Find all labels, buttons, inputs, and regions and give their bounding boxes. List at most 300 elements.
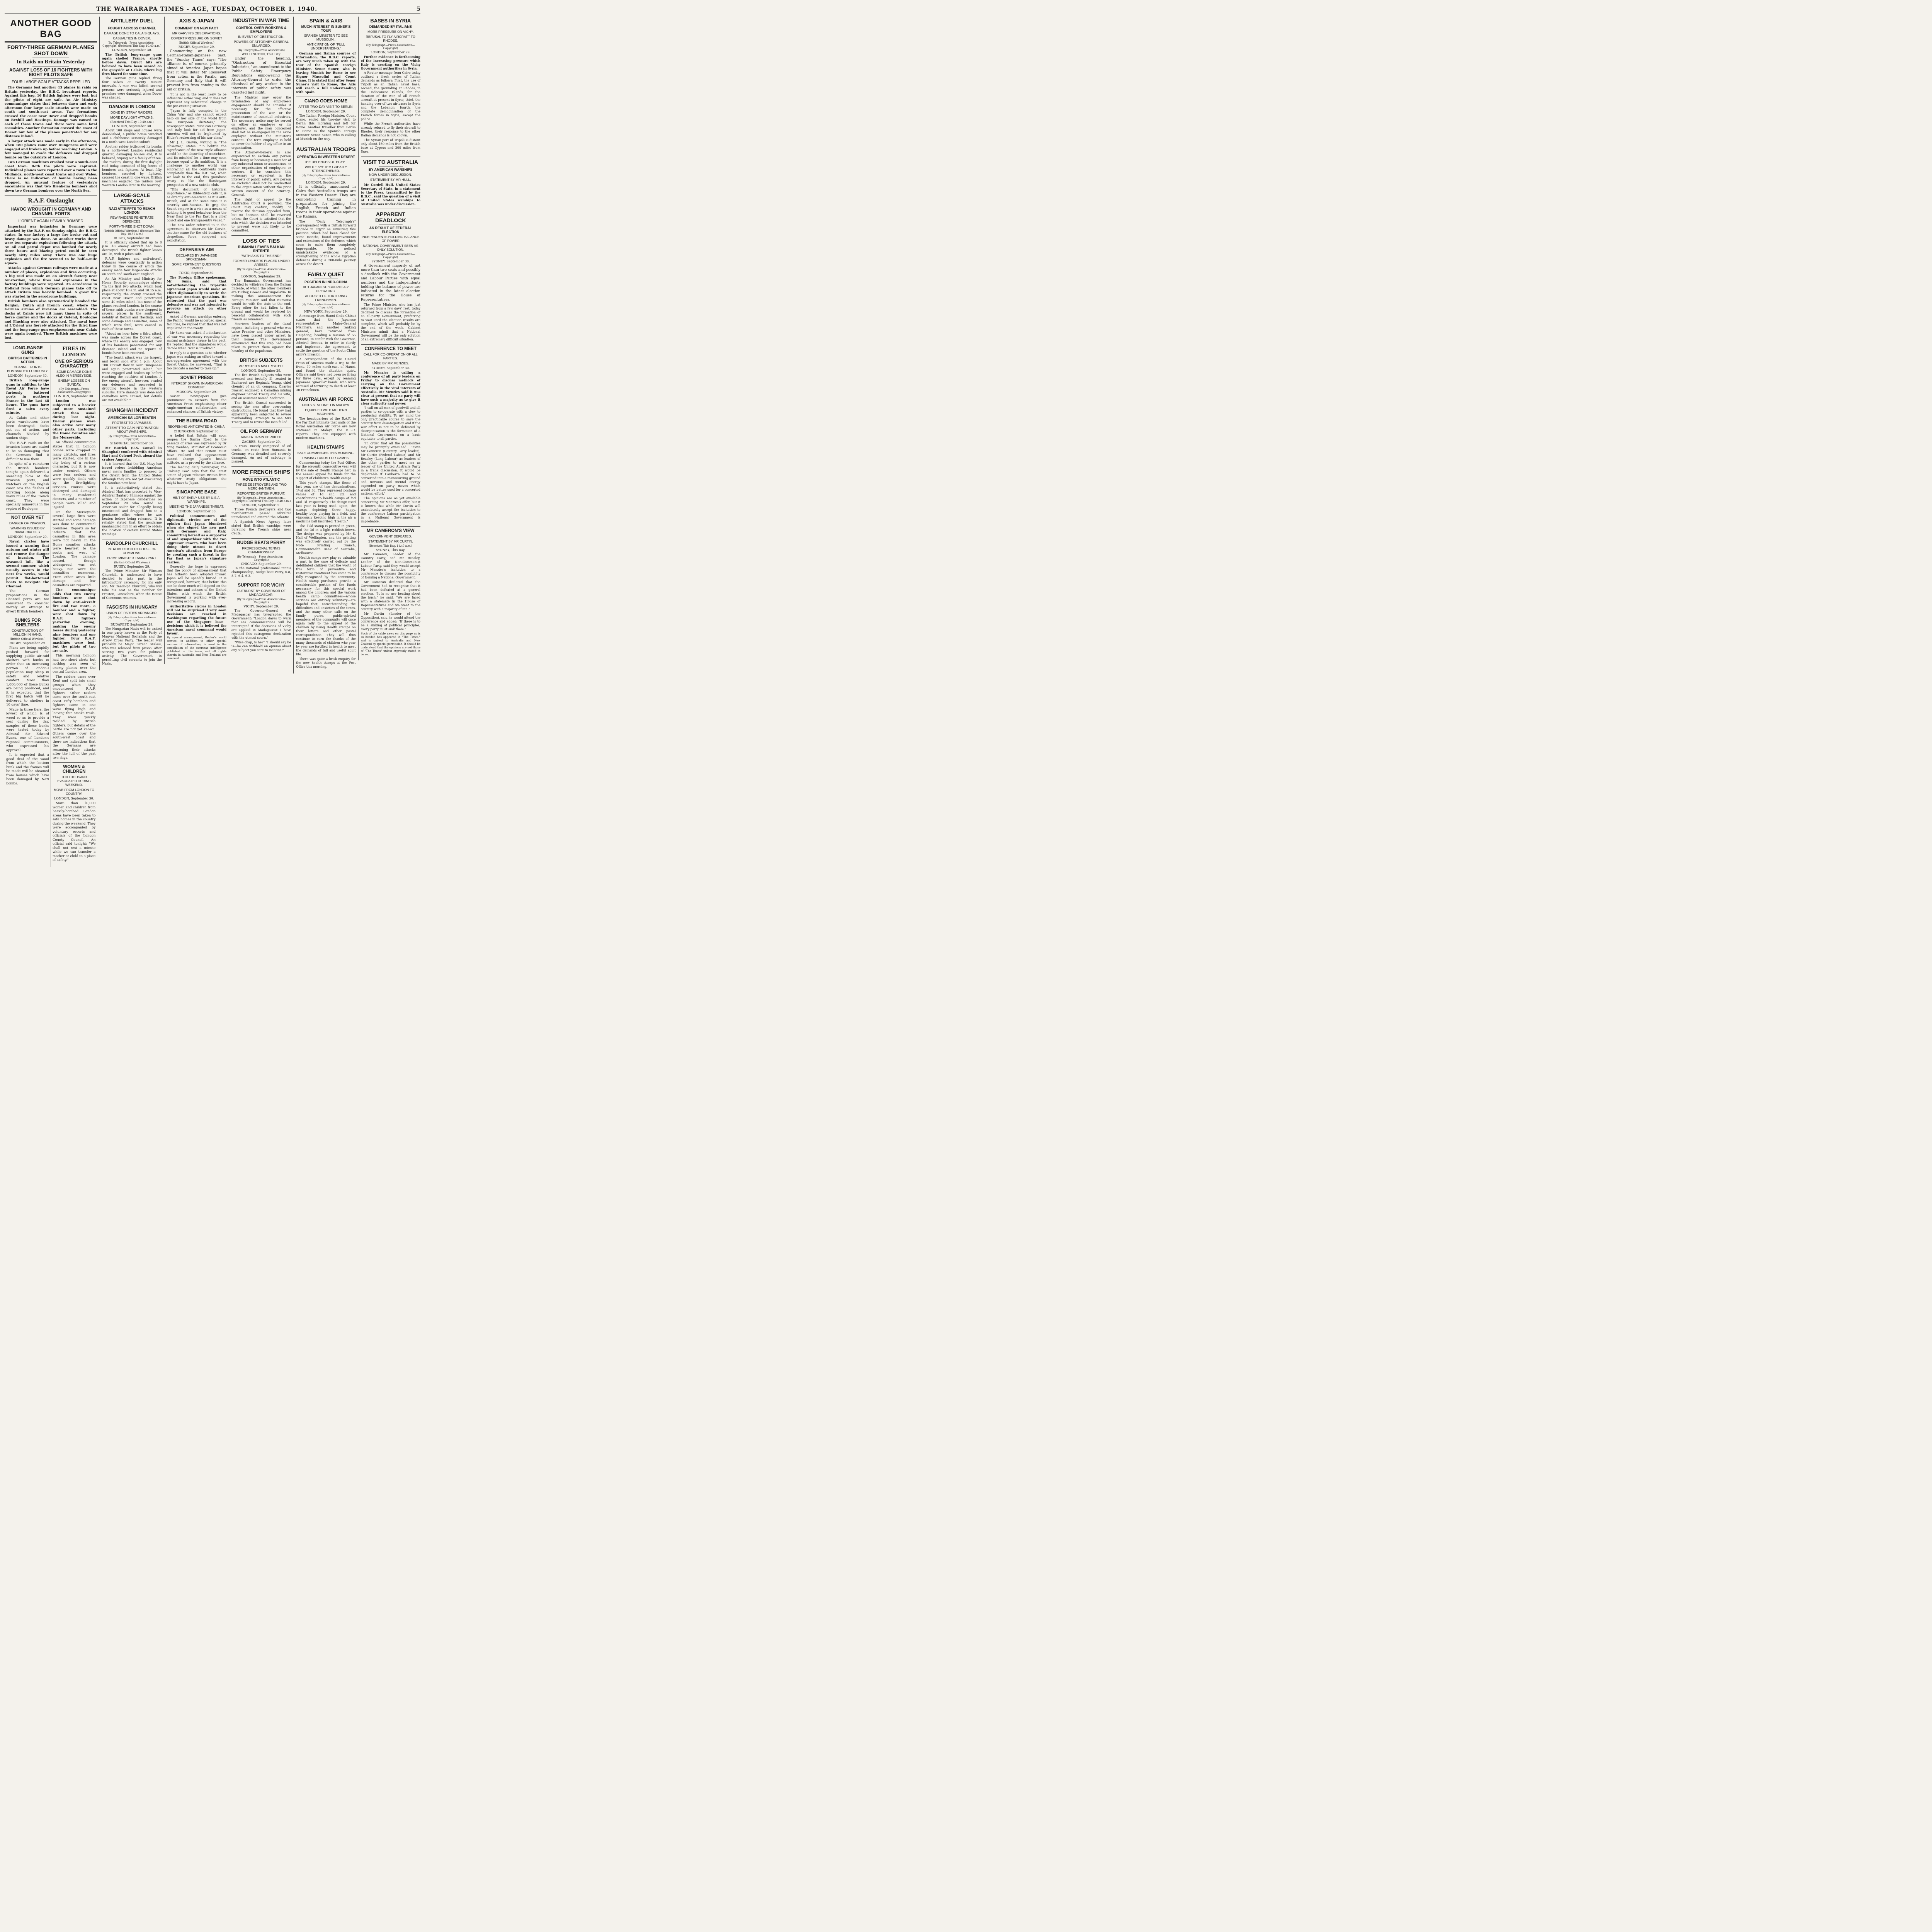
- subheadline: CONSTRUCTION OF MILLION IN HAND.: [12, 629, 44, 636]
- paragraph: Under the heading, "Obstruction of Essential Industries," an amendment to the Public Safety Emergency Regulations empowering the Attorney-General to order the dismissal of any worker in the interests of public safety was gazetted last night.: [231, 57, 291, 95]
- paragraph: It is officially stated that up to 8 p.m. 43 enemy aircraft had been destroyed. The British fighter losses are 16, with 8 pilots safe.: [102, 241, 162, 256]
- paragraph: A correspondent of the United Press of America made a trip to the front, 70 miles north-east of Hanoi, and found the situation quiet. Officers said there had been no firing for three days, except by roaming Japanese "guerilla" bands, who were accused of torturing to death at least 30 Frenchmen.: [296, 357, 356, 392]
- subheadline: RUMANIA LEAVES BALKAN ENTENTE: [238, 245, 285, 253]
- paragraph: Mr Curtin (Leader of the Opposition), said he would attend the conference and added: "If there is to be a sinking of political principles, every party must sink them.": [361, 612, 420, 631]
- headline: NOT OVER YET: [11, 515, 44, 520]
- paragraph: An Air Ministry and Ministry for Home Security communique states: "In the first two attacks, which took place at about 10 a.m. and 10.15 a.m. respectively, the enemy crossed the coast near Dover and penetrated some 40 miles inland, but none of the planes reached London. In the course of these raids bombs were dropped in several places in the south-east, notably at Bexhill and Hastings, and some damage and casualties, some of which were fatal, were caused in each of these towns.: [102, 277, 162, 331]
- subheadline: AGAINST LOSS OF 16 FIGHTERS WITH EIGHT PILOTS SAFE: [9, 68, 93, 77]
- dateline: RUGBY, September 29.: [9, 641, 46, 645]
- article-soviet-press: [167, 376, 226, 417]
- paragraph: The Minister may order the termination of any employee's engagement should he consider it necessary for the effective prosecution of the war, or the maintenance of essential industries. The necessary notice may be served on either an employee or his employer, and the man concerned shall not be re-engaged by the same employer without the Minister's consent. The term employee is held to cover the holder of any office in an organisation.: [231, 96, 291, 150]
- paragraph: The leading daily newspaper, the "Takung Pao" says that the latest action of Japan releases Britain from whatever treaty obligations she might have to Japan.: [167, 466, 226, 485]
- paragraph: The British Consul succeeded in seeing the men after overcoming obstructions. He found that they had apparently been subjected to severe manhandling. Attempts to see Mrs Tracey and to revisit the men failed.: [231, 401, 291, 424]
- paragraph: The Rumanian Government has decided to withdraw from the Balkan Entente, of which the other members are Turkey, Greece and Yugoslavia. In making this announcement the Foreign Minister said that Rumania would be with the Axis to the end. Every other tie had fallen to the ground and would be replaced by peaceful collaboration with such friends as remained.: [231, 279, 291, 321]
- subheadline: MR GARVIN'S OBSERVATIONS.: [172, 31, 221, 35]
- paragraph: Authoritative circles in London will not be surprised if very soon decisions are reached in Washington regarding the future use of the Singapore base—decisions which it is believed the American naval command would favour.: [167, 604, 226, 635]
- article-fires-in-london: [53, 346, 95, 763]
- subheadline: UNION OF PARTIES ARRANGED.: [106, 611, 158, 615]
- paragraph: The R.A.F. raids on the invasion bases are stated to be so damaging that the Germans find it difficult to use them.: [6, 440, 49, 461]
- article-support-for-vichy: [231, 583, 291, 655]
- paragraph: Mr Butrick (U.S. Consul in Shanghai) conferred with Admiral Hart and Colonel Peck aboard the cruiser Augusta.: [102, 446, 162, 461]
- paragraph: "The fourth attack was the largest, and began soon after 1 p.m. About 180 aircraft flew in over Dungeness and again penetrated inland, but were engaged and broken up before reaching the outskirts of London. A few enemy aircraft, however, evaded our defences and succeeded in dropping bombs in the western suburbs. Here damage was done and casualties were caused, but details are not available.": [102, 356, 162, 402]
- subheadline: AFTER TWO-DAY VISIT TO BERLIN.: [298, 105, 354, 109]
- paragraph: "It is not in the least likely to be influential either way, and it does not represent any substantial change in the pre-existing situation.: [167, 93, 226, 108]
- article-oil-for-germany: [231, 429, 291, 467]
- subheadline: SALE COMMENCES THIS MORNING.: [297, 451, 355, 455]
- article-raf-onslaught: [5, 197, 97, 343]
- subheadline: OPERATING IN WESTERN DESERT: [297, 155, 355, 159]
- subheadline: DONE BY STRAY RAIDERS.: [111, 111, 153, 114]
- article-spain-axis: [296, 18, 355, 97]
- paragraph: It is authoritatively stated that Admiral Hart has protested to Vice-Admiral Hantaro Shimada against the action of Japanese gendarmes on September 29 who seized an American sailor for allegedly being intoxicated and dragged him to a gendarme office where he was beaten before being released. It is reliably stated that the gendarme manhandled him in an effort to obtain the location of certain United States warships.: [102, 486, 162, 536]
- paragraph: "Japan is fully occupied in the China War and she cannot expect help on her side of the world from the European dictators," the newspaper states. "Nor can Germany and Italy look for aid from Japan. America will not be frightened by Hitler's redressing of his war aims.": [167, 109, 226, 139]
- headline: CONFERENCE TO MEET: [364, 347, 417, 351]
- headline: BRITISH SUBJECTS: [240, 358, 283, 363]
- credit-line: (By Telegraph—Press Association—Copyright): [57, 388, 91, 394]
- subheadline: INTEREST SHOWN IN AMERICAN COMMENT.: [170, 381, 223, 389]
- dateline: VICHY, September 29.: [243, 605, 279, 608]
- dateline: SHANGHAI, September 30.: [110, 442, 154, 445]
- dateline: LONDON, September 30.: [54, 797, 94, 800]
- credit-line: (By Telegraph—Press Association—Copyright): [366, 253, 415, 259]
- columns: [5, 17, 420, 867]
- paragraph: R.A.F. fighters and anti-aircraft defences were constantly in action today in the course of which the enemy made four large-scale attacks on south and south-east England.: [102, 257, 162, 276]
- credit-line: (By Telegraph—Press Association): [238, 49, 285, 52]
- subheadline: DAMAGE DONE TO CALAIS QUAYS.: [104, 31, 160, 35]
- credit-line: (By Telegraph—Press Association—Copyright) (Received This Day, 10.40 a.m.): [102, 41, 162, 48]
- paragraph: Mr Cordell Hull, United States Secretary of State, in a statement to the Press, transmitted by the B.B.C., said the question of a visit of United States warships to Australia was under discussion.: [361, 183, 420, 206]
- credit-line: (British Official Wireless.) (Received This Day, 10.55 a.m.): [104, 230, 160, 236]
- masthead: [5, 5, 420, 14]
- subheadline: MADE BY MR MENZIES.: [372, 361, 409, 365]
- paragraph: The "Daily Telegraph's" correspondent with a British forward brigade in Egypt on revisiting this position, which had been closed for some months, found improvements and extensions of the defences which seem to make them completely impregnable. He noticed unmistakable evidences of a strengthening of the whole Egyptian defences during a 200-mile journey across the desert.: [296, 220, 356, 266]
- dateline: SYDNEY, This Day.: [376, 548, 405, 552]
- paragraph: In the national professional tennis championship, Budge beat Perry, 6-8, 5-7, 6-4, 6-3.: [231, 566, 291, 578]
- article-australian-troops: [296, 146, 355, 269]
- paragraph: "I call on all men of goodwill and all parties to co-operate with a view to producing stability. To my mind the only practicable course to save the country from disintegration and if the war effort is not to be defeated by disorganisation is the formation of a National Government on a basis equitable to all parties.: [361, 406, 420, 440]
- column-1-split: [5, 345, 97, 867]
- headline: VISIT TO AUSTRALIA: [363, 159, 418, 165]
- paragraph: In spite of a rainstorm the British bombers tonight again delivered a smashing blow at the invasion ports, and watchers on the English coast saw the flashes of bursting bombs along many miles of the French coast. They were specially numerous in the region of Boulogne.: [6, 462, 49, 510]
- subheadline: ENEMY LOSSES ON SUNDAY.: [58, 379, 90, 386]
- paragraph: This year's stamps, like those of last year, are of two denominations, 1½d and 3d. They represent postage values of 1d and 2d, and contributions to health camps of ½d and 1d. respectively. The design used last year is being used again, the stamps depicting three happy, healthy boys playing in a field, and vigorously keeping high in the air a medicine ball inscribed "Health.": [296, 481, 356, 523]
- subheadline: AS RESULT OF FEDERAL ELECTION: [369, 226, 412, 234]
- dateline: TANGIER, September 30.: [241, 503, 282, 507]
- subheadline: COMMENT ON NEW PACT: [175, 26, 218, 30]
- subheadline: MEETING THE JAPANESE THREAT.: [169, 505, 224, 509]
- article-conference-to-meet: [361, 347, 420, 527]
- credit-line: (By Telegraph—Press Association—Copyright): [237, 555, 286, 561]
- subheadline: COVERT PRESSURE ON SOVIET: [171, 36, 223, 40]
- headline: R.A.F. Onslaught: [28, 197, 74, 204]
- column-4: [229, 17, 293, 657]
- paragraph: Further evidence is forthcoming of the increasing pressure which Italy is exerting on the Vichy Government authorities in Syria.: [361, 55, 420, 70]
- paragraph: Plans are being rapidly pushed forward for supplying public air-raid shelters with bunks in order that an increasing portion of London's population may sleep in safety and relative comfort. More than 1,000,000 of these bunks are being produced, and it is expected that the first big batch will be delivered to shelters in 10 days' time.: [6, 646, 49, 706]
- paragraph: British bombers also systematically bombed the Belgian, Dutch and French coast, where the German armies of invasion are assembled. The docks at Calais were hit many times in spite of fierce gunfire and the docks at Ostend, Boulogne and Flushing were also attacked. The naval base at L'Orient was fiercely attacked for the third time and the long-range gun emplacements near Calais were again bombed. Three British machines were lost.: [5, 299, 97, 340]
- dateline: ZAGREB, September 29.: [242, 440, 281, 444]
- subheadline: GOVERNMENT DEFEATED.: [369, 534, 412, 538]
- subheadline: REFUSAL TO FLY AIRCRAFT TO RHODES.: [366, 35, 415, 43]
- dateline: LONDON, September 29.: [371, 51, 411, 54]
- paragraph: Made in three tiers, the lowest of which is of wood so as to provide a seat during the day, samples of these bunks were tested today by Admiral Sir Edward Evans, one of London's regional commissioners, who expressed his approval.: [6, 707, 49, 752]
- dateline: BUDAPEST, September 29.: [111, 623, 153, 626]
- article-another-good-bag: [5, 18, 97, 196]
- paragraph: The Syrian port of Tripoli is distant only about 150 miles from the British base at Cyprus and 300 miles from Suez.: [361, 138, 420, 153]
- subheadline: CASUALTIES IN DOVER.: [113, 36, 151, 40]
- article-visit-to-australia: [361, 159, 420, 209]
- newspaper-page: [0, 0, 425, 874]
- headline: APPARENT DEADLOCK: [375, 211, 406, 223]
- paragraph: "About an hour later a third attack was made across the Dorset coast, where the enemy was engaged. Few of his bombers penetrated for any distance inland and no reports of bombs have been received.: [102, 332, 162, 355]
- headline: DAMAGE IN LONDON: [109, 105, 155, 109]
- paragraph: Mr Suma was asked if a declaration of war was necessary regarding the mutual assistance clause in the pact. He replied that the signatories would decide when "war is involved.": [167, 331, 226, 350]
- headline: BASES IN SYRIA: [370, 18, 411, 24]
- dateline: LONDON, September 29.: [241, 275, 281, 278]
- subheadline: MOVE INTO ATLANTIC: [242, 478, 280, 481]
- subheadline: ARRESTED & MALTREATED.: [239, 364, 284, 368]
- article-axis-japan: [167, 18, 226, 246]
- paragraph: Commenting on the new German-Italian-Japanese pact, the "Sunday Times" says: "The alliance is, of course, primarily aimed at America. Japan hopes that it will deter Mr Roosevelt from action in the Pacific, and Germany and Italy that it will prevent him from coming to the aid of Britain.: [167, 49, 226, 92]
- headline: DEFENSIVE AIM: [179, 248, 214, 252]
- dateline: LONDON, September 29.: [306, 110, 346, 113]
- article-randolph-churchill: [102, 541, 162, 603]
- paragraph: Naval circles have issued a warning that autumn and winter will not remove the danger of invasion. The seasonal lull, like a second summer, which usually occurs in the next few weeks, would permit flat-bottomed boats to navigate the Channel.: [6, 539, 49, 588]
- article-budge-beats-perry: [231, 541, 291, 581]
- subheadline: AMERICAN SAILOR BEATEN: [108, 416, 156, 420]
- paragraph: German and Italian sources of information, the B.B.C. reports, are very much taken up with the tour of the Spanish Foreign Minister, Senor Suner, who is leaving Munich for Rome to see Signor Mussolini and Count Ciano. It is stated that after Senor Suner's visit to Rome, the Axis will reach a full understanding with Spain.: [296, 51, 356, 94]
- paragraph: Asked if German warships entering the Pacific would be accorded special facilities, he replied that that was not stipulated in the treaty.: [167, 315, 226, 330]
- headline: LOSS OF TIES: [242, 238, 280, 244]
- dateline: LONDON, September 30.: [177, 510, 217, 513]
- subheadline: INDEPENDENTS HOLDING BALANCE OF POWER: [361, 235, 420, 243]
- subheadline: DANGER OF INVASION.: [9, 521, 46, 525]
- paragraph: The British long-range guns again shelled France, shortly before dawn. Direct hits are believed to have been scored on the quayside at Calais, where big fires blazed for some time.: [102, 53, 162, 76]
- paragraph: A Government majority of not more than two seats and possibly a deadlock with the Government and Labour Parties with equal numbers and the Independents holding the balance of power are indicated in the latest election returns for the House of Representatives.: [361, 264, 420, 302]
- article-singapore-base: [167, 490, 226, 662]
- subheadline: MORE DAYLIGHT ATTACKS.: [110, 116, 154, 119]
- headline: SPAIN & AXIS: [309, 18, 343, 24]
- headline: ANOTHER GOOD BAG: [10, 18, 92, 39]
- article-bunks-for-shelters: [6, 618, 49, 788]
- article-defensive-aim: [167, 248, 226, 374]
- subheadline: FORTY-THREE GERMAN PLANES SHOT DOWN: [7, 44, 95, 56]
- credit-line: (British Official Wireless.): [10, 638, 46, 641]
- paragraph: Two German machines crashed near a south-east coast town. Both the pilots were captured. Individual planes were reported over a town in the Midlands, north-west coast towns and over Wales. There is no indication of bombs having been dropped. An unusual feature of yesterday's encounters was that two Blenheim bombers shot down two German bombers over the North Sea.: [5, 160, 97, 192]
- subheadline: SPANISH MINISTER TO SEE MUSSOLINI.: [304, 34, 348, 41]
- headline: RANDOLPH CHURCHILL: [105, 541, 158, 546]
- headline: THE BURMA ROAD: [176, 419, 217, 423]
- article-mr-camerons-view: [361, 529, 420, 658]
- headline: SINGAPORE BASE: [176, 490, 217, 495]
- paragraph: Soviet newspapers give prominence to extracts from the American Press emphasising closer Anglo-American collaboration and enhanced chances of British victory.: [167, 395, 226, 413]
- headline: CIANO GOES HOME: [304, 99, 348, 104]
- paragraph: The five British subjects who were arrested and brutally ill treated in Bucharest are Reginald Young, chief chemist of an oil company, Charles Brasier, engineer, a Canadian mining engineer named Tracey and his wife, and an assistant named Anderson.: [231, 373, 291, 400]
- credit-line: (By Telegraph—Press Association—Copyright): [107, 435, 156, 441]
- dateline: LONDON, September 30.: [54, 395, 94, 398]
- headline: FIRES IN LONDON: [62, 346, 86, 358]
- dateline: LONDON, September 29.: [241, 369, 281, 372]
- article-health-stamps: [296, 445, 355, 672]
- subheadline: NAZI ATTEMPTS TO REACH LONDON: [109, 207, 155, 214]
- article-damage-in-london: [102, 105, 162, 190]
- dateline: LONDON, September 30.: [7, 374, 48, 378]
- article-british-subjects: [231, 358, 291, 427]
- paragraph: On the Merseyside several large fires were started and some damage was done to commercial premises. Reports so far indicate that the casualties in this area were not heavy. In the Home counties attacks were heaviest to the south and west of London. The damage caused, though widespread, was not heavy, nor were the casualties numerous. From other areas little damage and few casualties are reported.: [53, 510, 96, 587]
- paragraph: A Reuter message from Cairo today outlined a fresh series of Italian demands as follows: First, the use of Tripoli as an Italian naval base; second, the grounding at Rhodes, in the Dodecanese Islands, for the duration of the war, of all French aircraft at present in Syria; third, the handing over of two air bases in Syria and the Lebanon; fourth, the complete demobilisation of the French forces in Syria, except the police.: [361, 71, 420, 121]
- masthead-title: THE WAIRARAPA TIMES - AGE, TUESDAY, OCTOBER 1, 1940.: [96, 5, 318, 12]
- paragraph: The 1½d stamp is printed in green, and the 3d in a light reddish-brown. The design was prepared by Mr S. Hall of Wellington, and the printing was effectively carried out by the Note Printing Branch, Commonwealth Bank of Australia, Melbourne.: [296, 524, 356, 555]
- dateline: LONDON, September 29.: [7, 535, 48, 539]
- paragraph: In reply to a question as to whether Japan was making an effort toward a non-aggression agreement with the Soviet Union, he answered, "That is too delicate a matter to take up.": [167, 351, 226, 370]
- headline: FAIRLY QUIET: [307, 271, 344, 277]
- subheadline: PROTEST TO JAPANESE.: [112, 421, 152, 425]
- subheadline: SOME PERTINENT QUESTIONS EVADED.: [172, 262, 221, 270]
- column-5: [293, 17, 358, 673]
- article-fascists-in-hungary: [102, 605, 162, 668]
- credit-line: (British Official Wireless.): [179, 41, 214, 44]
- article-shanghai-incident: [102, 407, 162, 539]
- paragraph: Three French destroyers and two merchantmen passed Gibraltar unmolested and entered the Atlantic.: [231, 508, 291, 519]
- subheadline: THE DEFENCES OF EGYPT.: [304, 160, 348, 164]
- subheadline: HAVOC WROUGHT IN GERMANY AND CHANNEL PORTS: [10, 207, 91, 216]
- paragraph: Mr Cameron, Leader of the Country Party, and Mr Beasley, Leader of the Non-Communist Labour Party, said they would accept Mr Menzies's invitation to a conference to discuss the possibility of forming a National Government.: [361, 553, 420, 579]
- credit-line: (By Telegraph—Press Association—Copyright): [301, 303, 350, 309]
- dateline: RUGBY, September 29.: [114, 565, 150, 568]
- subheadline: THREE DESTROYERS AND TWO MERCHANTMEN.: [236, 483, 287, 490]
- article-fairly-quiet: [296, 271, 355, 395]
- paragraph: Commencing today the Post Office, for the eleventh consecutive year will by the sale of Health Stamps help in the annual appeal for funds for the support of children's Health camps.: [296, 461, 356, 480]
- subheadline: CHANNEL PORTS BOMBARDED FURIOUSLY.: [7, 365, 48, 373]
- subheadline: FORTY-THREE SHOT DOWN.: [109, 224, 155, 228]
- article-ciano-goes-home: [296, 99, 355, 144]
- paragraph: Health camps now play so valuable a part in the care of delicate and debilitated children that the worth of this form of preventive and restorative treatment has come to be fully recognised by the community. Health stamp purchases provide a considerable portion of the funds necessary for this special work among the children; and the various health camp committees—whose services are entirely voluntary—are hopeful that, notwithstanding the difficulties and anxieties of the times, and the many other calls on the family purse, public-spirited members of the community will once again rally to the appeal of the children by using Health stamps on their letters and other postal correspondence. They will thus continue to earn the thanks of the many thousands of children who year by year are fortified in health to meet the demands of full and useful adult life.: [296, 556, 356, 656]
- subheadline: WHOLE SYSTEM GREATLY STRENGTHENED.: [304, 165, 347, 173]
- dateline: CHUNGKING September 30.: [173, 430, 219, 433]
- subheadline: MORE PRESSURE ON VICHY.: [367, 30, 414, 34]
- article-industry-in-war-time: [231, 18, 291, 236]
- dateline: SYDNEY, September 30.: [371, 366, 410, 370]
- subheadline: NOW UNDER DISCUSSION.: [369, 173, 412, 177]
- subheadline: UNITS STATIONED IN MALAYA.: [302, 403, 350, 407]
- paragraph: The communique adds that two enemy bombers were shot down by anti-aircraft fire and two more, a bomber and a fighter, were shot down by R.A.F. fighters yesterday evening, making the enemy losses during yesterday nine bombers and one fighter. Four R.A.F. machines were lost, but the pilots of two are safe.: [53, 588, 96, 653]
- footnote: Such of the cable news on this page as is so headed has appeared in "The Times," and is cabled to Australia and New Zealand by special permission. It should be understood that the opinions are not those of "The Times" unless expressly stated to be so.: [361, 632, 420, 656]
- column-1-left: [5, 345, 51, 867]
- subheadline: ATTEMPT TO GAIN INFORMATION ABOUT WARSHIPS.: [105, 426, 158, 434]
- paragraph: British long-range guns in addition to the Royal Air Force have furiously battered ports in northern France in the last 48 hours. The guns have fired a salvo every minute.: [6, 378, 49, 415]
- subheadline: ONE OF SERIOUS CHARACTER: [55, 359, 94, 369]
- subheadline: CONTROL OVER WORKERS & EMPLOYERS: [236, 26, 287, 34]
- headline: BUDGE BEATS PERRY: [237, 541, 286, 545]
- credit-line: (Received This Day, 11.40 a.m.): [369, 544, 412, 548]
- article-apparent-deadlock: [361, 211, 420, 345]
- paragraph: A message from Hanoi (Indo-China) states that the Japanese representative Major-General Nishihara, and another ranking general, have returned from Haiphong, heading a mission of 55 persons, to confer with the Governor, Admiral Decoux, in order to clarify and implement the agreement to settle the question of the South China army's invasion.: [296, 314, 356, 356]
- headline: SOVIET PRESS: [180, 376, 213, 380]
- paragraph: The Hungarian Nazis will be united in one party known as the Party of Magyar National Socialists and the Arrow Cross Party. The leader will probably be Major Ferenc Szalasi, who was released from prison, after serving two years for political activity. The Government is permitting civil servants to join the Nazis.: [102, 627, 162, 665]
- headline: LARGE-SCALE ATTACKS: [114, 192, 150, 204]
- headline: ARTILLERY DUEL: [110, 18, 154, 24]
- paragraph: The raiders came over Kent and split into small groups when they encountered R.A.F. fighters. Other raiders came over the south-east coast. Fifty bombers and fighters came in one wave flying high and leaving thin smoke trails. They were quickly tackled by British fighters, but details of the battle are not yet known. Others came over the south-west coast and there are indications that the Germans are resuming their attacks after the lull of the past two days.: [53, 674, 96, 760]
- paragraph: The Governor-General of Madagascar has telegraphed the Government: "London dares to warn that sea communications will be interrupted if the decisions of Vichy are applied in Madagascar. I have rejected this outrageous declaration with the utmost scorn.": [231, 609, 291, 639]
- subheadline: STATEMENT BY MR CURTIN.: [368, 539, 413, 543]
- paragraph: At Calais and other ports warehouses have been destroyed, docks put out of action, and channels blocked by sunken ships.: [6, 415, 49, 440]
- paragraph: A larger attack was made early in the afternoon, when 180 planes came over Dungeness and were engaged and broken up before reaching London. A few managed to evade the defences and dropped bombs on the outskirts of London.: [5, 139, 97, 159]
- paragraph: More than 10,000 women and children from heavily-bombed London areas have been taken to safe homes in the country during the weekend. They were accompanied by voluntary escorts and officials of the London County Council. An official said tonight: "We shall not rest a minute while we can transfer a mother or child to a place of safety.": [53, 801, 96, 862]
- column-1: [5, 17, 99, 867]
- paragraph: The right of appeal to the Arbitration Court is provided. The Court may confirm, modify, or reverse the decision appealed from, but no decision shall be reversed unless the Court is satisfied that the acts which the decision was intended to prevent were not likely to be committed.: [231, 198, 291, 232]
- article-australian-air-force: [296, 397, 355, 443]
- paragraph: It is learned that the U.S. Navy has issued orders forbidding American naval men's families to proceed to the Orient from the United States although they are not yet evacuating the families now here.: [102, 462, 162, 485]
- subheadline: FOUGHT ACROSS CHANNEL: [107, 26, 156, 30]
- article-more-french-ships: [231, 469, 291, 539]
- paragraph: An official communique states that in London bombs were dropped in many districts, and fires were started, one in the city being of a serious character, but it is now under control. Others were less serious and were quickly dealt with by the fire-fighting services. Houses were destroyed and damaged in many residential districts, and a number of people were killed and injured.: [53, 440, 96, 509]
- paragraph: Fourteen leaders of the Carol regime, including a general who was twice Premier and other Ministers, have been placed under arrest in their homes. The Government announced that this step had been taken to protect them against the hostility of the population.: [231, 322, 291, 353]
- column-1-right: [51, 345, 97, 867]
- subheadline: "WITH AXIS TO THE END.": [241, 254, 282, 258]
- credit-line: (By Telegraph—Press Association—Copyright): [301, 174, 350, 180]
- article-not-over-yet: [6, 515, 49, 616]
- paragraph: A Spanish News Agency later stated that British warships were pursuing the French ships near Ceuta.: [231, 520, 291, 535]
- paragraph: The Prime Minister, who has just returned from a few days' rest, today declined to discuss the formation of an all-party Government, preferring to wait until the election results are complete, which will probably be by the end of the week. Cabinet Ministers admit that a National Government will be the only solution of an extremely difficult situation.: [361, 303, 420, 341]
- paragraph: This morning London had two short alerts but nothing was seen of enemy planes over the central London area.: [53, 653, 96, 673]
- dateline: LONDON, September 29.: [306, 181, 346, 184]
- column-2: [99, 17, 164, 670]
- paragraph: A train, mostly comprised of oil trucks, en route from Rumania to Germany, was derailed and severely damaged. An act of sabotage is blamed.: [231, 444, 291, 463]
- paragraph: London was subjected to a heavier and more sustained attack than usual during last night. Enemy planes were also active over many other parts, including the Home Counties and the Merseyside.: [53, 399, 96, 439]
- headline: FASCISTS IN HUNGARY: [106, 605, 158, 610]
- headline: HEALTH STAMPS: [307, 445, 345, 450]
- paragraph: While the French authorities have already refused to fly their aircraft to Rhodes, their response to the other Italian demands is not known.: [361, 122, 420, 137]
- credit-line: (British Official Wireless.): [114, 561, 150, 564]
- dateline: MOSCOW, September 29.: [176, 390, 217, 394]
- paragraph: Political commentators and diplomatic circles are of the opinion that Japan blundered when she signed the new pact with Germany and Italy, committing herself as a supporter of and sympathiser with the two aggressor Powers, who have been doing their utmost to divert America's attention from Europe by creating such a threat in the Far East as Japan's signature carries.: [167, 514, 226, 564]
- headline: AXIS & JAPAN: [179, 18, 214, 24]
- headline: LONG-RANGE GUNS: [12, 346, 43, 355]
- subheadline: ACCUSED OF TORTURING FRENCHMEN.: [305, 294, 347, 302]
- subheadline: POSITION IN INDO-CHINA: [304, 280, 347, 284]
- subheadline: PRIME MINISTER TAKING PART.: [107, 556, 157, 560]
- subheadline: MUCH INTEREST IN SUNER'S TOUR: [301, 25, 351, 32]
- dateline: CHICAGO, September 29.: [241, 562, 282, 566]
- subheadline: IN EVENT OF OBSTRUCTION.: [238, 35, 284, 39]
- subheadline: SOME DAMAGE DONE ALSO IN MERSEYSIDE.: [56, 370, 92, 378]
- paragraph: Another raider jettisoned its bombs in a north-west London residential quarter, damaging houses and, it is believed, wiping out a family of three. The raiders, during the first daylight raid today, consisted of big forces of bombers and fighters. At least fifty bombers, escorted by fighters, crossed the coast in one wave. British machines engaged the raiders over Western London later in the morning.: [102, 145, 162, 187]
- dateline: LONDON, September 30.: [112, 124, 152, 128]
- article-long-range-guns: [6, 346, 49, 514]
- paragraph: The Germans lost another 43 planes in raids on Britain yesterday, the B.B.C. broadcast reports. Against this bag, 16 British fighters were lost, but the pilots of eight are safe. An Air Ministry communique states that between dawn and early afternoon four large scale attacks were made on south and south-east areas. Two formations crossed the coast near Dover and dropped bombs on Bexhill and Hastings. Damage was caused to each of these towns and there were some fatal casualties. Another formation crossed the coast of Dorset but few of the planes penetrated for any distance inland.: [5, 85, 97, 138]
- subheadline: HINT OF EARLY USE BY U.S.A. WARSHIPS.: [172, 496, 221, 503]
- paragraph: Mr Menzies is calling a conference of all party leaders on Friday to discuss methods of carrying on the Government effectively in the vital interests of Australia. Mr Menzies said it was clear at present that no party will have such a majority as to give it clear authority and power.: [361, 371, 420, 405]
- article-artillery-duel: [102, 18, 162, 103]
- credit-line: (By Telegraph—Press Association—Copyright): [237, 268, 286, 274]
- article-women-children: [53, 765, 95, 865]
- dateline: LONDON, September 30.: [112, 48, 152, 52]
- headline: MORE FRENCH SHIPS: [232, 469, 291, 475]
- subheadline: BY AMERICAN WARSHIPS: [369, 168, 413, 172]
- headline: INDUSTRY IN WAR TIME: [233, 18, 289, 23]
- dateline: NEW YORK, September 29.: [304, 310, 348, 313]
- column-6: [358, 17, 420, 660]
- paragraph: The Italian Foreign Minister, Count Ciano, ended his two-day visit to Berlin this morning and left for Rome. Another traveller from Berlin to Rome is the Spanish Foreign Minister Senor Suner, who is calling at Munich on the way.: [296, 114, 356, 141]
- subheadline: OUTBURST BY GOVERNOR OF MADAGASCAR.: [236, 589, 286, 597]
- subheadline: L'ORIENT AGAIN HEAVILY BOMBED: [18, 219, 83, 223]
- subheadline: MOVE FROM LONDON TO COUNTRY.: [54, 788, 95, 796]
- paragraph: The headquarters of the R.A.F. in the Far East intimate that units of the Royal Australian Air Force are now stationed in Malaya, the B.B.C. reports. They are equipped with modern machines.: [296, 417, 356, 440]
- paragraph: The German preparations in the Channel ports are too consistent to consider merely an attempt to divert British bombers.: [6, 589, 49, 613]
- paragraph: A belief that Britain will soon reopen the Burma Road to the passage of arms was expressed by Dr Yong Wenhao, Minister of Economic Affairs. He said that Britain must have realised that appeasement cannot change Japan's hostile attitude, as is proved by the alliance.: [167, 434, 226, 464]
- paragraph: It is officially announced in Cairo that Australian troops are in the Western Desert. They are completing training in preparation for joining the English, French and Indian troops in their operations against the Italians.: [296, 185, 356, 219]
- headline: SUPPORT FOR VICHY: [238, 583, 285, 588]
- subheadline: DEMANDED BY ITALIANS: [369, 25, 412, 29]
- headline: WOMEN & CHILDREN: [62, 765, 86, 774]
- subheadline: REOPENING ANTICIPATED IN CHINA.: [167, 425, 226, 429]
- headline: AUSTRALIAN TROOPS: [296, 146, 356, 152]
- credit-line: (By Telegraph—Press Association—Copyright): [237, 598, 286, 604]
- page-number: 5: [416, 5, 420, 12]
- column-3: [164, 17, 229, 664]
- article-burma-road: [167, 419, 226, 488]
- headline: OIL FOR GERMANY: [240, 429, 282, 434]
- headline: AUSTRALIAN AIR FORCE: [299, 397, 353, 402]
- credit-line: (Received This Day, 10.40 a.m.): [110, 121, 154, 124]
- credit-line: (By Telegraph—Press Association—Copyright): [366, 44, 415, 50]
- subheadline: NATIONAL GOVERNMENT SEEN AS ONLY SOLUTION.: [363, 244, 418, 252]
- paragraph: "This document of historical importance," as Ribbentrop calls it, is as directly anti-American as it is anti-British, and at the same time it is covertly anti-Russian. To grip the Soviet empire in a vice as a means of holding it to good behaviour from the Near East to the Far East is a chief object and one transparently veiled.": [167, 188, 226, 222]
- subheadline: WARNING ISSUED BY NAVAL CIRCLES.: [10, 526, 45, 534]
- paragraph: The opinions are as yet available concerning Mr Menzies's offer, but it is known that while Mr Curtin will undoubtedly accept the invitation to the conference Labour participation in a National Government is improbable.: [361, 497, 420, 523]
- headline: BUNKS FOR SHELTERS: [14, 618, 41, 628]
- paragraph: The Attorney-General is also empowered to exclude any person from being or becoming a member of any industrial union or association, or other organisation of employers or workers, if he considers this necessary or expedient in the interests of public safety. Any person so excluded shall not be readmitted to the organisation without the prior written consent of the Attorney-General.: [231, 151, 291, 197]
- subheadline: BUT JAPANESE "GUERILLAS" OPERATING.: [303, 285, 349, 293]
- article-large-scale-attacks: [102, 192, 162, 405]
- paragraph: Attacks against German railways were made at a number of places, explosions and fires occurring. A big raid was made on an aircraft factory near Amsterdam, where fires and explosions in the factory buildings were reported. An aerodrome in Holland from which German planes take off to attack Britain was heavily bombed. A great fire was started in the aerodrome buildings.: [5, 266, 97, 298]
- paragraph: Mr J. L. Garvin, writing in "The Observer," states: "To belittle the significance of the new triple alliance would be the absurdity of ostrichism, and its mischief for a time may soon become equal to its ambition. It is a challenge to another world war embracing all the continents more completely than the last. Yet, when we look to the end, this grandiose treaty is like the flamboyant prospectus of a new suicide club.: [167, 141, 226, 187]
- paragraph: "In order that all the possibilities may be promptly examined I invite Mr Cameron (Country Party leader), Mr Curtin (Federal Labour) and Mr Beasley (Lang Labour) as leaders of the other parties to meet me as leader of the United Australia Party in a frank discussion. It would be deplorable if Canberra had to be converted into a manoeuvring ground and nervous and mental energy expended on party moves which would be better used for a concerted national effort.": [361, 442, 420, 495]
- dateline: WELLINGTON, This Day.: [242, 53, 281, 56]
- subheadline: TEN THOUSAND EVACUATED DURING WEEKEND.: [57, 775, 91, 787]
- subheadline: CALL FOR CO-OPERATION OF ALL PARTIES.: [363, 352, 418, 360]
- paragraph: Mr Cameron declared that the Government had to recognise that it had been defeated at a general election. "It is no use beating about the bush," he said. "We are faced with a stalemate in the House of Representatives and we went to the country with a majority of ten.": [361, 580, 420, 611]
- paragraph: It is expected that a good deal of the wood from which the bottom bunk and the frames will be made will be obtained from houses which have been damaged by Nazi bombs.: [6, 753, 49, 785]
- subheadline: In Raids on Britain Yesterday: [16, 59, 85, 65]
- article-loss-of-ties: [231, 238, 291, 356]
- paragraph: About 100 shops and houses were demolished, a public house wrecked and a clubhouse seriously damaged in a north-west London suburb.: [102, 129, 162, 144]
- paragraph: The new order referred to in the agreement is, observes Mr Garvin, another name for the old business of despotism, force, conquest and exploitation.: [167, 223, 226, 242]
- subheadline: BRITISH BATTERIES IN ACTION.: [8, 356, 47, 364]
- paragraph: The German guns replied, firing four salvos at twenty minute intervals. A man was killed, several persons were seriously injured and premises were damaged, when Dover was shelled.: [102, 77, 162, 99]
- subheadline: TANKER TRAIN DERAILED.: [240, 435, 282, 439]
- subheadline: DECLARED BY JAPANESE SPOKESMAN.: [176, 253, 217, 261]
- paragraph: The Foreign Office spokesman, Mr Suma, said that notwithstanding the tripartite agreement Japan would make an effort diplomatically to settle the Japanese American questions. He reiterated that the pact was defensive and was not intended to provoke an attack on other Powers.: [167, 276, 226, 314]
- subheadline: PROFESSIONAL TENNIS CHAMPIONSHIP.: [242, 546, 281, 554]
- paragraph: Important war industries in Germany were attacked by the R.A.F. on Sunday night, the B.B.C. states. In one factory a large fire broke out and heavy damage was done. An another works there were ten separate explosions following the attack. An oil and petrol depot was bombed for nearly three hours and blazing petrol could be seen nearly sixty miles away. There was one huge explosion and the fire seemed to be half-a-mile square.: [5, 224, 97, 265]
- headline: MR CAMERON'S VIEW: [367, 529, 415, 533]
- footnote: By special arrangement, Reuter's world service, in addition to other special sources of information, is used in the compilation of the overseas intelligence published in this issue, and all rights therein in Australia and New Zealand are reserved.: [167, 636, 226, 660]
- subheadline: STATEMENT BY MR HULL.: [370, 178, 411, 182]
- subheadline: FORMER LEADERS PLACED UNDER ARREST.: [233, 259, 290, 267]
- paragraph: Generally the hope is expressed that the policy of appeasement that has hitherto been adopted toward Japan will be speedily buried. It is recognised, however, that before this can be done much will depend on the intentions and actions of the United States, with which the British Government is working with ever-increasing accord.: [167, 565, 226, 603]
- paragraph: "Wise chap, is he?" "I should say he is—he can withhold an opinion about any subject you care to mention!": [231, 641, 291, 652]
- article-bases-in-syria: [361, 18, 420, 157]
- subheadline: FOUR LARGE-SCALE ATTACKS REPELLED: [12, 80, 90, 84]
- dateline: SYDNEY, September 30.: [371, 260, 410, 263]
- subheadline: EQUIPPED WITH MODERN MACHINES.: [305, 408, 347, 416]
- subheadline: ANTICIPATION OF "FULL UNDERSTANDING.": [307, 43, 345, 50]
- subheadline: REPORTED BRITISH PURSUIT.: [237, 492, 286, 495]
- dateline: RUGBY, September 30.: [114, 236, 150, 240]
- subheadline: RAISING FUNDS FOR CAMPS.: [302, 456, 350, 460]
- dateline: RUGBY, September 29.: [178, 45, 215, 49]
- credit-line: (By Telegraph—Press Association—Copyright) (Received This Day, 10.40 a.m.): [231, 497, 291, 503]
